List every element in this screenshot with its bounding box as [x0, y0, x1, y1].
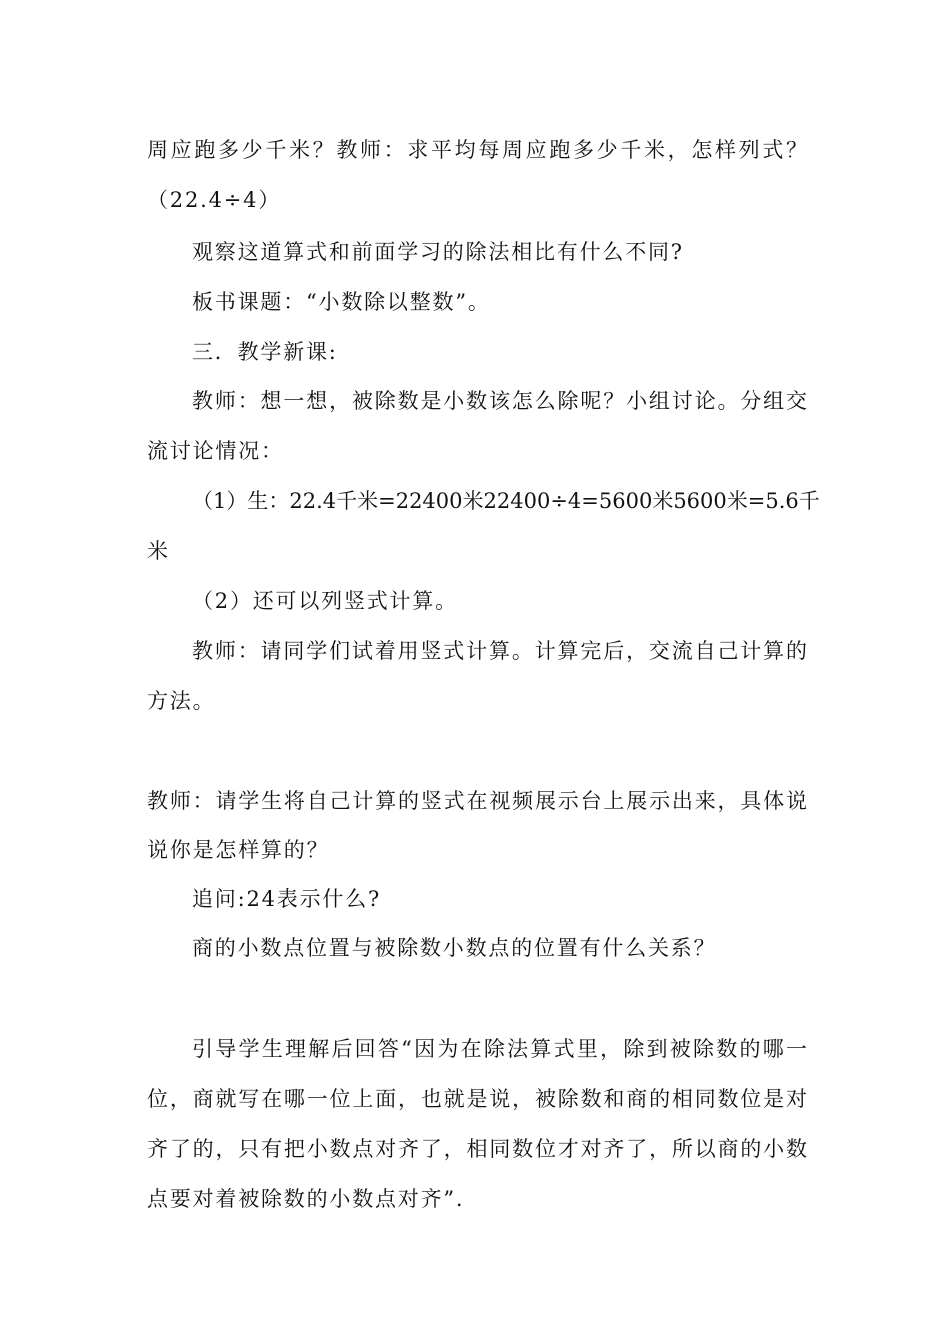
text-line: 齐了的，只有把小数点对齐了，相同数位才对齐了，所以商的小数 — [147, 1137, 807, 1161]
text-line: 观察这道算式和前面学习的除法相比有什么不同? — [192, 240, 684, 264]
text-line: 追问:24表示什么? — [192, 887, 382, 911]
text-line: 点要对着被除数的小数点对齐”. — [147, 1187, 465, 1211]
section-heading: 三．教学新课: — [192, 340, 338, 364]
text-line: 引导学生理解后回答“因为在除法算式里，除到被除数的哪一 — [192, 1037, 807, 1061]
text-line: 米 — [147, 539, 170, 563]
text-line: 方法。 — [147, 689, 216, 713]
text-line: 板书课题：“小数除以整数”。 — [192, 290, 491, 314]
text-line: 商的小数点位置与被除数小数点的位置有什么关系？ — [192, 936, 717, 960]
text-line: 位，商就写在哪一位上面，也就是说，被除数和商的相同数位是对 — [147, 1087, 807, 1111]
text-line: 教师：请学生将自己计算的竖式在视频展示台上展示出来，具体说 — [147, 789, 807, 813]
text-line: 流讨论情况： — [147, 439, 284, 463]
text-line: 说你是怎样算的？ — [147, 838, 330, 862]
text-line: 周应跑多少千米？教师：求平均每周应跑多少千米，怎样列式？ — [147, 138, 807, 162]
text-line: （2）还可以列竖式计算。 — [192, 589, 458, 613]
text-line: （22.4÷4） — [147, 188, 282, 212]
text-line: （1）生：22.4千米=22400米22400÷4=5600米5600米=5.6千 — [192, 489, 820, 513]
text-line: 教师：想一想，被除数是小数该怎么除呢？小组讨论。分组交 — [192, 389, 807, 413]
text-line: 教师：请同学们试着用竖式计算。计算完后，交流自己计算的 — [192, 639, 807, 663]
